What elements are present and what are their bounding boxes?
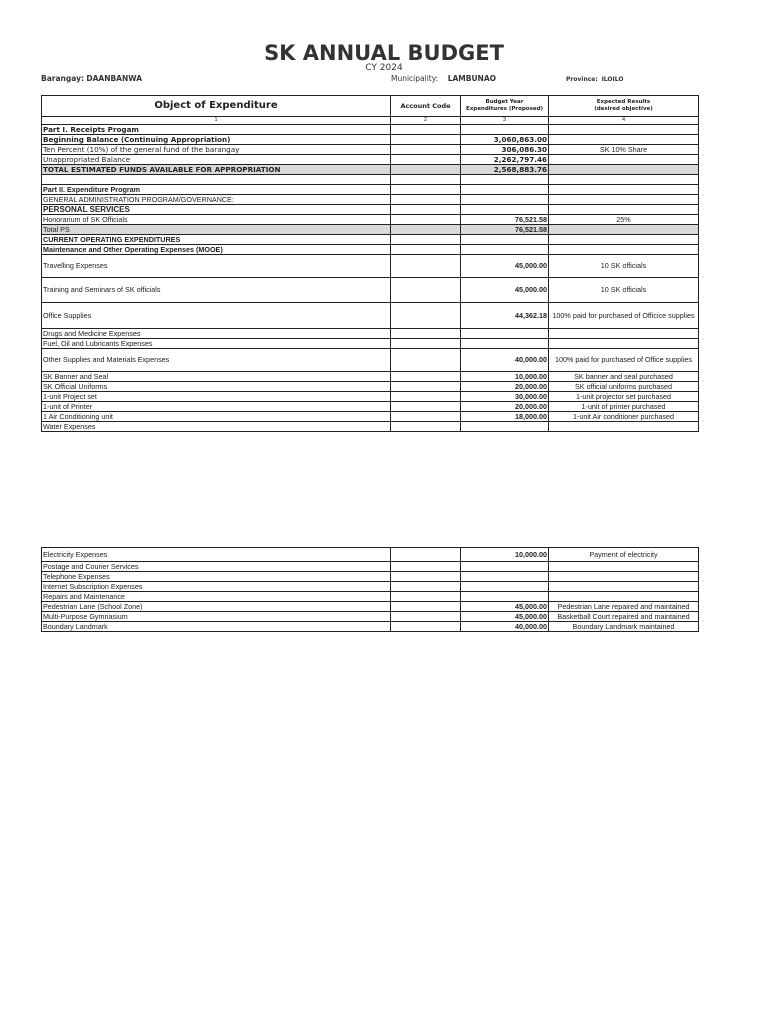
uniform-amount: 20,000.00 (461, 382, 549, 392)
col-num-3: 3 (461, 117, 549, 125)
total-ps-amount: 76,521.58 (461, 225, 549, 235)
gymnasium-amount: 45,000.00 (461, 612, 549, 622)
table-row (42, 339, 699, 349)
part2-heading: Part II. Expenditure Program (42, 185, 391, 195)
uniform-label: SK Official Uniforms (42, 382, 391, 392)
telephone-label: Telephone Expenses (42, 572, 391, 582)
table-row (42, 205, 699, 215)
table-row (42, 372, 699, 382)
printer-label: 1-unit of Printer (42, 402, 391, 412)
aircon-amount: 18,000.00 (461, 412, 549, 422)
table-row (42, 225, 699, 235)
honorarium-label: Honorarium of SK Officials (42, 215, 391, 225)
general-admin-heading: GENERAL ADMINISTRATION PROGRAM/GOVERNANCE: (42, 195, 391, 205)
banner-label: SK Banner and Seal (42, 372, 391, 382)
projector-result: 1-unit projector set purchased (549, 392, 699, 402)
table-row (42, 165, 699, 175)
col-budget-year (461, 96, 549, 117)
barangay-info (41, 74, 142, 83)
table-row (42, 145, 699, 155)
aircon-result: 1-unit Air conditioner purchased (549, 412, 699, 422)
training-result: 10 SK officials (549, 278, 699, 303)
col-object: Object of Expenditure (42, 96, 391, 117)
table-row (42, 278, 699, 303)
banner-result: SK banner and seal purchased (549, 372, 699, 382)
col-expected-line1: Expected Results (596, 99, 651, 105)
repairs-label: Repairs and Maintenance (42, 592, 391, 602)
boundary-result: Boundary Landmark maintained (549, 622, 699, 632)
projector-label: 1-unit Project set (42, 392, 391, 402)
printer-amount: 20,000.00 (461, 402, 549, 412)
table-row (42, 245, 699, 255)
ten-percent-amount: 306,086.30 (461, 145, 549, 155)
drugs-label: Drugs and Medicine Expenses (42, 329, 391, 339)
table-row (42, 255, 699, 278)
col-expected-line2: (desired objective) (594, 106, 653, 112)
municipality-info (391, 74, 496, 83)
col-num-2: 2 (391, 117, 461, 125)
total-ps-label: Total PS (42, 225, 391, 235)
table-row (42, 622, 699, 632)
office-supplies-amount: 44,362.18 (461, 303, 549, 329)
total-funds-label: TOTAL ESTIMATED FUNDS AVAILABLE FOR APPROPRIATION (42, 165, 391, 175)
projector-amount: 30,000.00 (461, 392, 549, 402)
table-row (42, 382, 699, 392)
table-row (42, 602, 699, 612)
table-row (42, 412, 699, 422)
table-row (42, 175, 699, 185)
office-supplies-result: 100% paid for purchased of Officice supplies (549, 303, 699, 329)
aircon-label: 1 Air Conditioning unit (42, 412, 391, 422)
pedestrian-result: Pedestrian Lane repaired and maintained (549, 602, 699, 612)
electricity-result: Payment of electricity (549, 548, 699, 562)
mooe-heading: Maintenance and Other Operating Expenses (MOOE) (42, 245, 391, 255)
other-supplies-result: 100% paid for purchased of Office supplies (549, 349, 699, 372)
budget-table-upper (41, 95, 699, 432)
table-row (42, 155, 699, 165)
table-row (42, 402, 699, 412)
part1-heading: Part I. Receipts Progam (42, 125, 391, 135)
gymnasium-label: Multi-Purpose Gymnasium (42, 612, 391, 622)
training-amount: 45,000.00 (461, 278, 549, 303)
other-supplies-amount: 40,000.00 (461, 349, 549, 372)
budget-table-lower (41, 547, 699, 632)
electricity-amount: 10,000.00 (461, 548, 549, 562)
col-expected (549, 96, 699, 117)
printer-result: 1-unit of printer purchased (549, 402, 699, 412)
gymnasium-result: Basketball Court repaired and maintained (549, 612, 699, 622)
table-row (42, 215, 699, 225)
travel-result: 10 SK officials (549, 255, 699, 278)
table-row (42, 349, 699, 372)
table-row (42, 612, 699, 622)
barangay-label: Barangay: (41, 74, 84, 83)
travel-label: Travelling Expenses (42, 255, 391, 278)
table-row (42, 185, 699, 195)
table-row (42, 572, 699, 582)
col-num-4: 4 (549, 117, 699, 125)
unappropriated-label: Unappropriated Balance (42, 155, 391, 165)
coe-heading: CURRENT OPERATING EXPENDITURES (42, 235, 391, 245)
table-row (42, 135, 699, 145)
honorarium-result: 25% (549, 215, 699, 225)
honorarium-amount: 76,521.58 (461, 215, 549, 225)
unappropriated-amount: 2,262,797.46 (461, 155, 549, 165)
col-budget-year-line1: Budget Year (485, 99, 524, 105)
table-row (42, 329, 699, 339)
page-title: SK ANNUAL BUDGET (264, 41, 504, 65)
municipality-value: LAMBUNAO (447, 74, 497, 83)
ten-percent-label: Ten Percent (10%) of the general fund of the barangay (42, 145, 391, 155)
internet-label: Internet Subscription Expenses (42, 582, 391, 592)
beginning-balance-label: Beginning Balance (Continuing Appropriation) (42, 135, 391, 145)
province-value: ILOILO (601, 76, 624, 83)
province-info (566, 76, 623, 83)
column-number-row (42, 117, 699, 125)
table-row (42, 303, 699, 329)
ten-percent-result: SK 10% Share (549, 145, 699, 155)
municipality-label: Municipality: (391, 74, 439, 83)
beginning-balance-amount: 3,060,863.00 (461, 135, 549, 145)
electricity-label: Electricity Expenses (42, 548, 391, 562)
col-account-code: Account Code (391, 96, 461, 117)
personal-services-heading: PERSONAL SERVICES (42, 205, 391, 215)
uniform-result: SK official uniforms purchased (549, 382, 699, 392)
pedestrian-label: Pedestrian Lane (School Zone) (42, 602, 391, 612)
province-label: Province: (566, 76, 598, 83)
budget-year: CY 2024 (365, 63, 403, 73)
postage-label: Postage and Courier Services (42, 562, 391, 572)
training-label: Training and Seminars of SK officials (42, 278, 391, 303)
table-row (42, 562, 699, 572)
office-supplies-label: Office Supplies (42, 303, 391, 329)
travel-amount: 45,000.00 (461, 255, 549, 278)
table-row (42, 125, 699, 135)
table-row (42, 422, 699, 432)
table-row (42, 548, 699, 562)
banner-amount: 10,000.00 (461, 372, 549, 382)
table-header-row (42, 96, 699, 117)
table-row (42, 592, 699, 602)
boundary-amount: 40,000.00 (461, 622, 549, 632)
total-funds-amount: 2,568,883.76 (461, 165, 549, 175)
table-row (42, 235, 699, 245)
col-budget-year-line2: Expenditures (Proposed) (465, 106, 544, 112)
pedestrian-amount: 45,000.00 (461, 602, 549, 612)
boundary-label: Boundary Landmark (42, 622, 391, 632)
table-row (42, 582, 699, 592)
water-label: Water Expenses (42, 422, 391, 432)
col-num-1: 1 (42, 117, 391, 125)
table-row (42, 195, 699, 205)
barangay-value: DAANBANWA (86, 74, 143, 83)
other-supplies-label: Other Supplies and Materials Expenses (42, 349, 391, 372)
fuel-label: Fuel, Oil and Lubricants Expenses (42, 339, 391, 349)
table-row (42, 392, 699, 402)
